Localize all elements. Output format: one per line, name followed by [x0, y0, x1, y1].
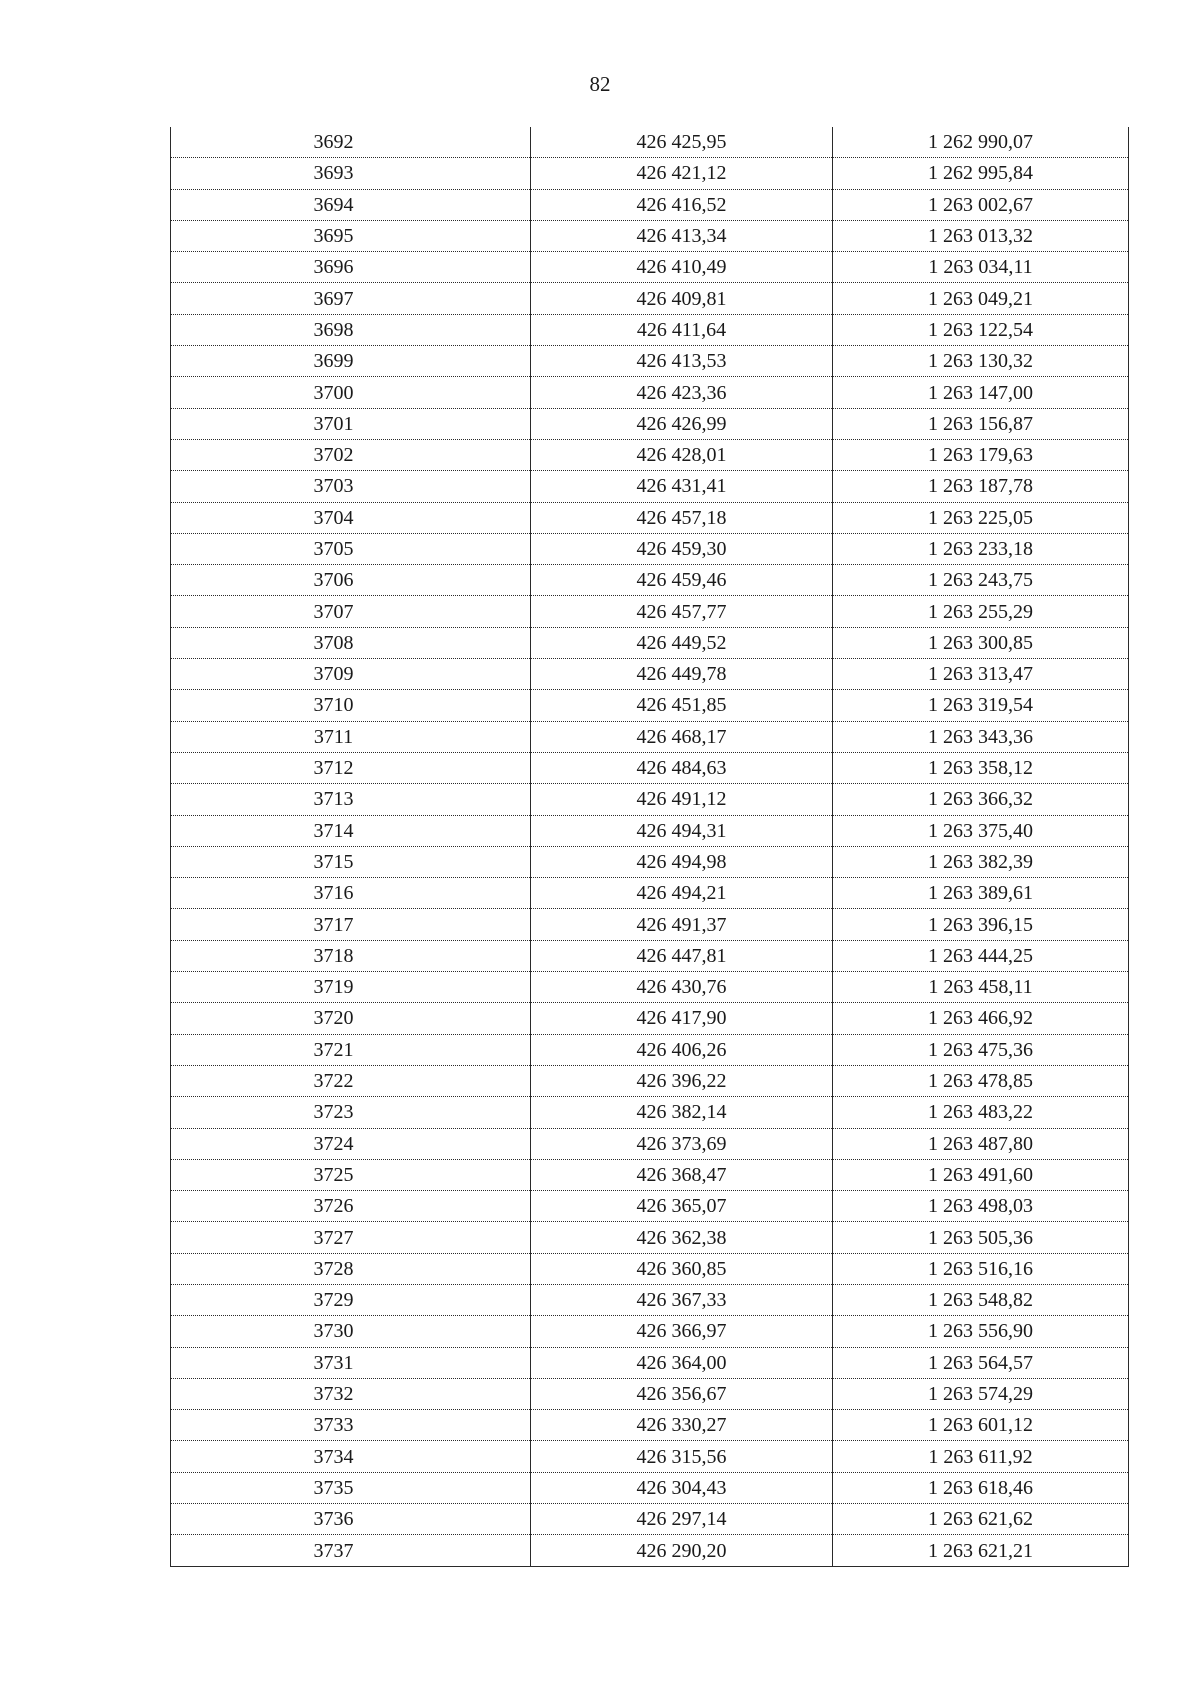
x-coordinate-cell: 426 373,69: [531, 1128, 833, 1159]
point-number-cell: 3724: [171, 1128, 531, 1159]
table-row: [171, 408, 1129, 439]
x-coordinate-cell: 426 494,98: [531, 846, 833, 877]
table-row: [171, 784, 1129, 815]
table-row: [171, 1284, 1129, 1315]
point-number-cell: 3711: [171, 721, 531, 752]
x-coordinate-cell: 426 290,20: [531, 1535, 833, 1566]
page-number: 82: [589, 72, 611, 96]
point-number-cell: 3720: [171, 1003, 531, 1034]
point-number-cell: 3705: [171, 533, 531, 564]
x-coordinate-cell: 426 416,52: [531, 189, 833, 220]
point-number-cell: 3735: [171, 1472, 531, 1503]
x-coordinate-cell: 426 297,14: [531, 1504, 833, 1535]
y-coordinate-cell: 1 263 243,75: [833, 565, 1129, 596]
table-row: [171, 940, 1129, 971]
table-row: [171, 1441, 1129, 1472]
y-coordinate-cell: 1 263 516,16: [833, 1253, 1129, 1284]
y-coordinate-cell: 1 263 564,57: [833, 1347, 1129, 1378]
point-number-cell: 3726: [171, 1191, 531, 1222]
x-coordinate-cell: 426 409,81: [531, 283, 833, 314]
point-number-cell: 3731: [171, 1347, 531, 1378]
point-number-cell: 3716: [171, 878, 531, 909]
y-coordinate-cell: 1 263 574,29: [833, 1378, 1129, 1409]
x-coordinate-cell: 426 413,34: [531, 220, 833, 251]
y-coordinate-cell: 1 263 156,87: [833, 408, 1129, 439]
point-number-cell: 3736: [171, 1504, 531, 1535]
point-number-cell: 3701: [171, 408, 531, 439]
point-number-cell: 3693: [171, 158, 531, 189]
point-number-cell: 3706: [171, 565, 531, 596]
x-coordinate-cell: 426 449,78: [531, 659, 833, 690]
coordinates-table: [170, 127, 1129, 1567]
x-coordinate-cell: 426 421,12: [531, 158, 833, 189]
point-number-cell: 3718: [171, 940, 531, 971]
point-number-cell: 3728: [171, 1253, 531, 1284]
y-coordinate-cell: 1 263 483,22: [833, 1097, 1129, 1128]
y-coordinate-cell: 1 263 313,47: [833, 659, 1129, 690]
table-row: [171, 1097, 1129, 1128]
x-coordinate-cell: 426 430,76: [531, 972, 833, 1003]
table-row: [171, 596, 1129, 627]
x-coordinate-cell: 426 425,95: [531, 127, 833, 158]
table-row: [171, 1316, 1129, 1347]
point-number-cell: 3709: [171, 659, 531, 690]
x-coordinate-cell: 426 431,41: [531, 471, 833, 502]
point-number-cell: 3721: [171, 1034, 531, 1065]
x-coordinate-cell: 426 447,81: [531, 940, 833, 971]
x-coordinate-cell: 426 410,49: [531, 252, 833, 283]
table-row: [171, 565, 1129, 596]
x-coordinate-cell: 426 356,67: [531, 1378, 833, 1409]
x-coordinate-cell: 426 457,77: [531, 596, 833, 627]
point-number-cell: 3725: [171, 1159, 531, 1190]
x-coordinate-cell: 426 413,53: [531, 346, 833, 377]
table-row: [171, 283, 1129, 314]
x-coordinate-cell: 426 494,21: [531, 878, 833, 909]
x-coordinate-cell: 426 396,22: [531, 1065, 833, 1096]
table-row: [171, 878, 1129, 909]
table-row: [171, 1003, 1129, 1034]
y-coordinate-cell: 1 263 300,85: [833, 627, 1129, 658]
table-row: [171, 752, 1129, 783]
point-number-cell: 3694: [171, 189, 531, 220]
table-row: [171, 1410, 1129, 1441]
x-coordinate-cell: 426 382,14: [531, 1097, 833, 1128]
coordinates-table-body: [171, 127, 1129, 1566]
point-number-cell: 3715: [171, 846, 531, 877]
point-number-cell: 3730: [171, 1316, 531, 1347]
x-coordinate-cell: 426 491,12: [531, 784, 833, 815]
y-coordinate-cell: 1 263 343,36: [833, 721, 1129, 752]
x-coordinate-cell: 426 426,99: [531, 408, 833, 439]
table-row: [171, 721, 1129, 752]
y-coordinate-cell: 1 263 382,39: [833, 846, 1129, 877]
table-row: [171, 1472, 1129, 1503]
x-coordinate-cell: 426 457,18: [531, 502, 833, 533]
y-coordinate-cell: 1 263 130,32: [833, 346, 1129, 377]
table-row: [171, 1253, 1129, 1284]
table-row: [171, 1034, 1129, 1065]
table-row: [171, 189, 1129, 220]
y-coordinate-cell: 1 263 444,25: [833, 940, 1129, 971]
y-coordinate-cell: 1 263 002,67: [833, 189, 1129, 220]
table-row: [171, 1128, 1129, 1159]
table-row: [171, 1535, 1129, 1566]
y-coordinate-cell: 1 263 396,15: [833, 909, 1129, 940]
x-coordinate-cell: 426 423,36: [531, 377, 833, 408]
point-number-cell: 3699: [171, 346, 531, 377]
y-coordinate-cell: 1 263 491,60: [833, 1159, 1129, 1190]
point-number-cell: 3733: [171, 1410, 531, 1441]
y-coordinate-cell: 1 262 990,07: [833, 127, 1129, 158]
point-number-cell: 3710: [171, 690, 531, 721]
y-coordinate-cell: 1 263 034,11: [833, 252, 1129, 283]
table-row: [171, 471, 1129, 502]
point-number-cell: 3708: [171, 627, 531, 658]
y-coordinate-cell: 1 263 233,18: [833, 533, 1129, 564]
y-coordinate-cell: 1 263 621,62: [833, 1504, 1129, 1535]
x-coordinate-cell: 426 417,90: [531, 1003, 833, 1034]
x-coordinate-cell: 426 451,85: [531, 690, 833, 721]
x-coordinate-cell: 426 366,97: [531, 1316, 833, 1347]
point-number-cell: 3702: [171, 439, 531, 470]
x-coordinate-cell: 426 364,00: [531, 1347, 833, 1378]
point-number-cell: 3692: [171, 127, 531, 158]
x-coordinate-cell: 426 428,01: [531, 439, 833, 470]
point-number-cell: 3695: [171, 220, 531, 251]
y-coordinate-cell: 1 263 319,54: [833, 690, 1129, 721]
y-coordinate-cell: 1 263 179,63: [833, 439, 1129, 470]
y-coordinate-cell: 1 263 621,21: [833, 1535, 1129, 1566]
point-number-cell: 3734: [171, 1441, 531, 1472]
y-coordinate-cell: 1 263 556,90: [833, 1316, 1129, 1347]
x-coordinate-cell: 426 468,17: [531, 721, 833, 752]
y-coordinate-cell: 1 263 255,29: [833, 596, 1129, 627]
y-coordinate-cell: 1 263 475,36: [833, 1034, 1129, 1065]
x-coordinate-cell: 426 315,56: [531, 1441, 833, 1472]
table-row: [171, 627, 1129, 658]
y-coordinate-cell: 1 263 366,32: [833, 784, 1129, 815]
table-row: [171, 1159, 1129, 1190]
table-row: [171, 127, 1129, 158]
table-row: [171, 377, 1129, 408]
y-coordinate-cell: 1 263 487,80: [833, 1128, 1129, 1159]
y-coordinate-cell: 1 263 611,92: [833, 1441, 1129, 1472]
point-number-cell: 3722: [171, 1065, 531, 1096]
table-row: [171, 972, 1129, 1003]
y-coordinate-cell: 1 263 498,03: [833, 1191, 1129, 1222]
x-coordinate-cell: 426 368,47: [531, 1159, 833, 1190]
table-row: [171, 909, 1129, 940]
y-coordinate-cell: 1 263 225,05: [833, 502, 1129, 533]
point-number-cell: 3732: [171, 1378, 531, 1409]
y-coordinate-cell: 1 263 548,82: [833, 1284, 1129, 1315]
y-coordinate-cell: 1 263 049,21: [833, 283, 1129, 314]
y-coordinate-cell: 1 263 375,40: [833, 815, 1129, 846]
point-number-cell: 3700: [171, 377, 531, 408]
point-number-cell: 3719: [171, 972, 531, 1003]
y-coordinate-cell: 1 263 147,00: [833, 377, 1129, 408]
point-number-cell: 3698: [171, 314, 531, 345]
table-row: [171, 314, 1129, 345]
point-number-cell: 3737: [171, 1535, 531, 1566]
y-coordinate-cell: 1 263 122,54: [833, 314, 1129, 345]
table-row: [171, 1378, 1129, 1409]
y-coordinate-cell: 1 263 358,12: [833, 752, 1129, 783]
table-row: [171, 1347, 1129, 1378]
table-row: [171, 439, 1129, 470]
x-coordinate-cell: 426 406,26: [531, 1034, 833, 1065]
point-number-cell: 3712: [171, 752, 531, 783]
table-row: [171, 346, 1129, 377]
point-number-cell: 3714: [171, 815, 531, 846]
table-row: [171, 158, 1129, 189]
y-coordinate-cell: 1 263 013,32: [833, 220, 1129, 251]
point-number-cell: 3717: [171, 909, 531, 940]
y-coordinate-cell: 1 263 478,85: [833, 1065, 1129, 1096]
y-coordinate-cell: 1 263 458,11: [833, 972, 1129, 1003]
y-coordinate-cell: 1 263 187,78: [833, 471, 1129, 502]
x-coordinate-cell: 426 494,31: [531, 815, 833, 846]
x-coordinate-cell: 426 365,07: [531, 1191, 833, 1222]
point-number-cell: 3713: [171, 784, 531, 815]
y-coordinate-cell: 1 263 505,36: [833, 1222, 1129, 1253]
table-row: [171, 690, 1129, 721]
x-coordinate-cell: 426 459,30: [531, 533, 833, 564]
y-coordinate-cell: 1 263 618,46: [833, 1472, 1129, 1503]
x-coordinate-cell: 426 411,64: [531, 314, 833, 345]
x-coordinate-cell: 426 491,37: [531, 909, 833, 940]
x-coordinate-cell: 426 449,52: [531, 627, 833, 658]
table-row: [171, 846, 1129, 877]
table-row: [171, 1222, 1129, 1253]
point-number-cell: 3707: [171, 596, 531, 627]
x-coordinate-cell: 426 484,63: [531, 752, 833, 783]
x-coordinate-cell: 426 459,46: [531, 565, 833, 596]
table-row: [171, 1065, 1129, 1096]
table-row: [171, 659, 1129, 690]
x-coordinate-cell: 426 362,38: [531, 1222, 833, 1253]
table-row: [171, 1191, 1129, 1222]
x-coordinate-cell: 426 330,27: [531, 1410, 833, 1441]
point-number-cell: 3703: [171, 471, 531, 502]
x-coordinate-cell: 426 304,43: [531, 1472, 833, 1503]
y-coordinate-cell: 1 263 466,92: [833, 1003, 1129, 1034]
table-row: [171, 220, 1129, 251]
y-coordinate-cell: 1 263 389,61: [833, 878, 1129, 909]
point-number-cell: 3723: [171, 1097, 531, 1128]
point-number-cell: 3727: [171, 1222, 531, 1253]
x-coordinate-cell: 426 360,85: [531, 1253, 833, 1284]
table-row: [171, 1504, 1129, 1535]
y-coordinate-cell: 1 262 995,84: [833, 158, 1129, 189]
point-number-cell: 3729: [171, 1284, 531, 1315]
point-number-cell: 3697: [171, 283, 531, 314]
point-number-cell: 3704: [171, 502, 531, 533]
x-coordinate-cell: 426 367,33: [531, 1284, 833, 1315]
point-number-cell: 3696: [171, 252, 531, 283]
table-row: [171, 533, 1129, 564]
table-row: [171, 252, 1129, 283]
table-row: [171, 502, 1129, 533]
table-row: [171, 815, 1129, 846]
y-coordinate-cell: 1 263 601,12: [833, 1410, 1129, 1441]
